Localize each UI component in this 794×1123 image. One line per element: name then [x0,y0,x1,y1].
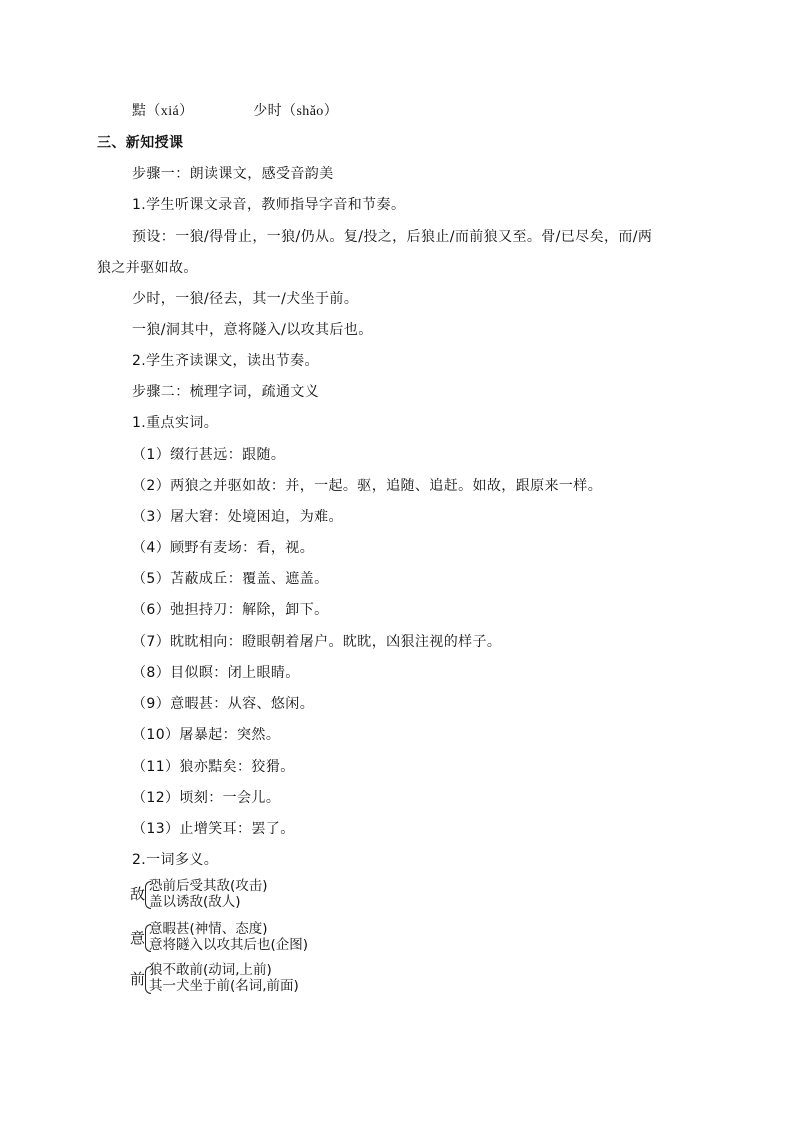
pinyin-reading-2: （shǎo） [282,104,339,119]
section-title: 三、新知授课 [97,135,184,151]
polysemy-sense: 恐前后受其敌(攻击) [149,878,268,894]
word-item: （2）两狼之并驱如故：并，一起。驱，追随、追赶。如故，跟原来一样。 [132,478,603,494]
pinyin-line [132,101,338,122]
step2-sub-1: 1.重点实词。 [132,415,219,431]
polysemy-sense: 狼不敢前(动词,上前) [149,962,272,978]
pinyin-reading-1: （xiá） [146,104,194,119]
word-item: （11）狼亦黠矣：狡猾。 [132,759,295,775]
polysemy-sense: 意暇甚(神情、态度) [149,921,268,937]
word-item: （1）缀行甚远：跟随。 [132,447,286,463]
preset-line-a: 预设：一狼/得骨止，一狼/仍从。复/投之，后狼止/而前狼又至。骨/已尽矣，而/两 [132,229,653,245]
preset-line-b: 狼之并驱如故。 [97,260,198,276]
word-item: （9）意暇甚：从容、悠闲。 [132,696,315,712]
word-item: （13）止增笑耳：罢了。 [132,821,295,837]
word-item: （12）顷刻：一会儿。 [132,790,281,806]
step1-title: 步骤一：朗读课文，感受音韵美 [132,166,334,182]
polysemy-sense: 其一犬坐于前(名词,前面) [149,978,299,994]
polysemy-char: 前 [130,970,146,988]
step2-sub-2: 2.一词多义。 [132,852,219,868]
word-item: （4）顾野有麦场：看，视。 [132,540,315,556]
polysemy-sense: 盖以诱敌(敌人) [149,894,241,910]
word-item: （10）屠暴起：突然。 [132,727,281,743]
preset-line-c: 少时，一狼/径去，其一/犬坐于前。 [132,291,359,307]
preset-line-d: 一狼/洞其中，意将隧入/以攻其后也。 [132,322,373,338]
word-item: （6）弛担持刀：解除，卸下。 [132,602,329,618]
pinyin-char-1: 黠 [132,103,147,119]
polysemy-char: 敌 [130,885,146,903]
word-item: （8）目似瞑：闭上眼睛。 [132,665,300,681]
polysemy-sense: 意将隧入以攻其后也(企图) [149,937,309,953]
word-item: （7）眈眈相向：瞪眼朝着屠户。眈眈，凶狠注视的样子。 [132,634,502,650]
step1-item-2: 2.学生齐读课文，读出节奏。 [132,353,319,369]
word-item: （5）苫蔽成丘：覆盖、遮盖。 [132,571,329,587]
step2-title: 步骤二：梳理字词，疏通文义 [132,384,320,400]
word-item: （3）屠大窘：处境困迫，为难。 [132,509,343,525]
step1-item-1: 1.学生听课文录音，教师指导字音和节奏。 [132,197,406,213]
pinyin-char-2: 少时 [253,103,283,119]
polysemy-char: 意 [130,929,146,947]
